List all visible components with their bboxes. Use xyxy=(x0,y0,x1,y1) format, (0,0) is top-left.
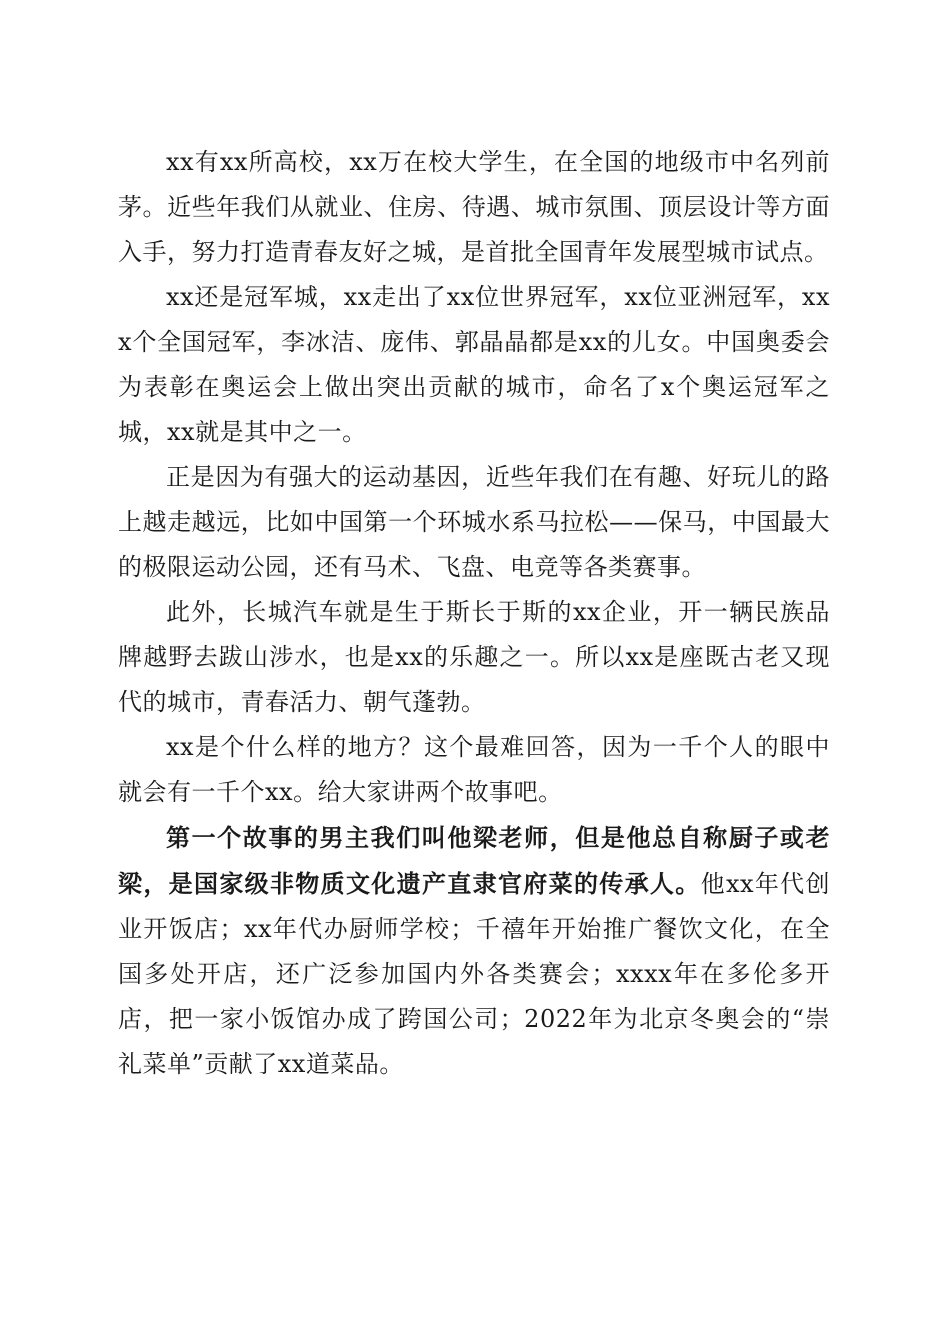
paragraph-3: 正是因为有强大的运动基因，近些年我们在有趣、好玩儿的路上越走越远，比如中国第一个环城水系马拉松——保马，中国最大的极限运动公园，还有马术、飞盘、电竞等各类赛事。 xyxy=(118,463,830,581)
paragraph-6-bold-lead: 第一个故事的男主我们叫他梁老师，但是他总自称厨子或老梁，是国家级非物质文化遗产直隶官府菜的传承人。 xyxy=(118,823,830,898)
paragraph-1: xx有xx所高校，xx万在校大学生，在全国的地级市中名列前茅。近些年我们从就业、住房、待遇、城市氛围、顶层设计等方面入手，努力打造青春友好之城，是首批全国青年发展型城市试点。 xyxy=(118,148,830,266)
paragraph-2: xx还是冠军城，xx走出了xx位世界冠军，xx位亚洲冠军，xxx个全国冠军，李冰洁、庞伟、郭晶晶都是xx的儿女。中国奥委会为表彰在奥运会上做出突出贡献的城市，命名了x个奥运冠军之城，xx就是其中之一。 xyxy=(118,283,830,446)
paragraph-5: xx是个什么样的地方？这个最难回答，因为一千个人的眼中就会有一千个xx。给大家讲两个故事吧。 xyxy=(118,733,830,806)
paragraph-6-continuation: 他xx年代创业开饭店；xx年代办厨师学校；千禧年开始推广餐饮文化，在全国多处开店，还广泛参加国内外各类赛会；xxxx年在多伦多开店，把一家小饭馆办成了跨国公司；2022年为北京冬奥会的“崇礼菜单”贡献了xx道菜品。 xyxy=(118,870,831,1078)
paragraph-4: 此外，长城汽车就是生于斯长于斯的xx企业，开一辆民族品牌越野去跋山涉水，也是xx的乐趣之一。所以xx是座既古老又现代的城市，青春活力、朝气蓬勃。 xyxy=(118,598,830,716)
document-body xyxy=(118,140,830,1087)
paragraph-6 xyxy=(118,815,830,1087)
